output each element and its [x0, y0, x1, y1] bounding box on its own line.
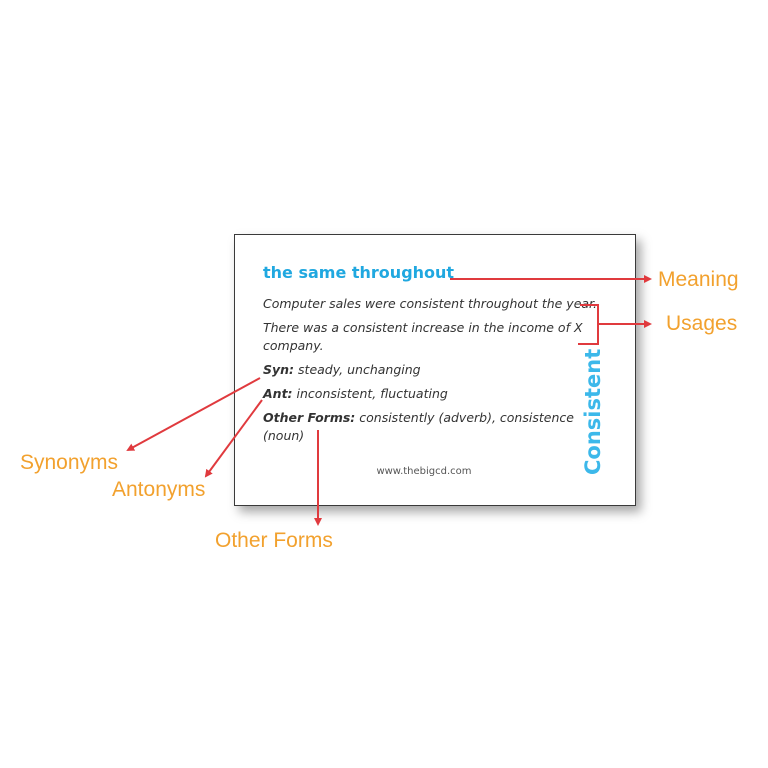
syn-value: steady, unchanging: [294, 362, 421, 377]
usages-callout: Usages: [666, 312, 738, 335]
vocabulary-word: Consistent: [581, 348, 605, 475]
synonyms-callout: Synonyms: [20, 451, 119, 474]
usage-2-cont: company.: [263, 338, 324, 353]
website-text: www.thebigcd.com: [376, 466, 472, 477]
usage-2: There was a consistent increase in the income of X: [263, 320, 583, 335]
other-forms-cont: (noun): [263, 428, 305, 443]
ant-label: Ant:: [263, 386, 293, 401]
forms-label: Other Forms:: [263, 410, 356, 425]
ant-value: inconsistent, fluctuating: [292, 386, 448, 401]
other-forms-callout: Other Forms: [215, 529, 333, 552]
antonyms-arrow: [206, 400, 262, 476]
synonyms-arrow: [128, 378, 260, 450]
meaning-callout: Meaning: [658, 268, 739, 291]
meaning-text: the same throughout: [263, 263, 455, 282]
forms-value: consistently (adverb), consistence: [355, 410, 574, 425]
syn-label: Syn:: [263, 362, 295, 377]
antonyms-callout: Antonyms: [112, 478, 206, 501]
usage-1: Computer sales were consistent throughout the year.: [263, 296, 598, 311]
usages-bracket: [578, 305, 598, 344]
